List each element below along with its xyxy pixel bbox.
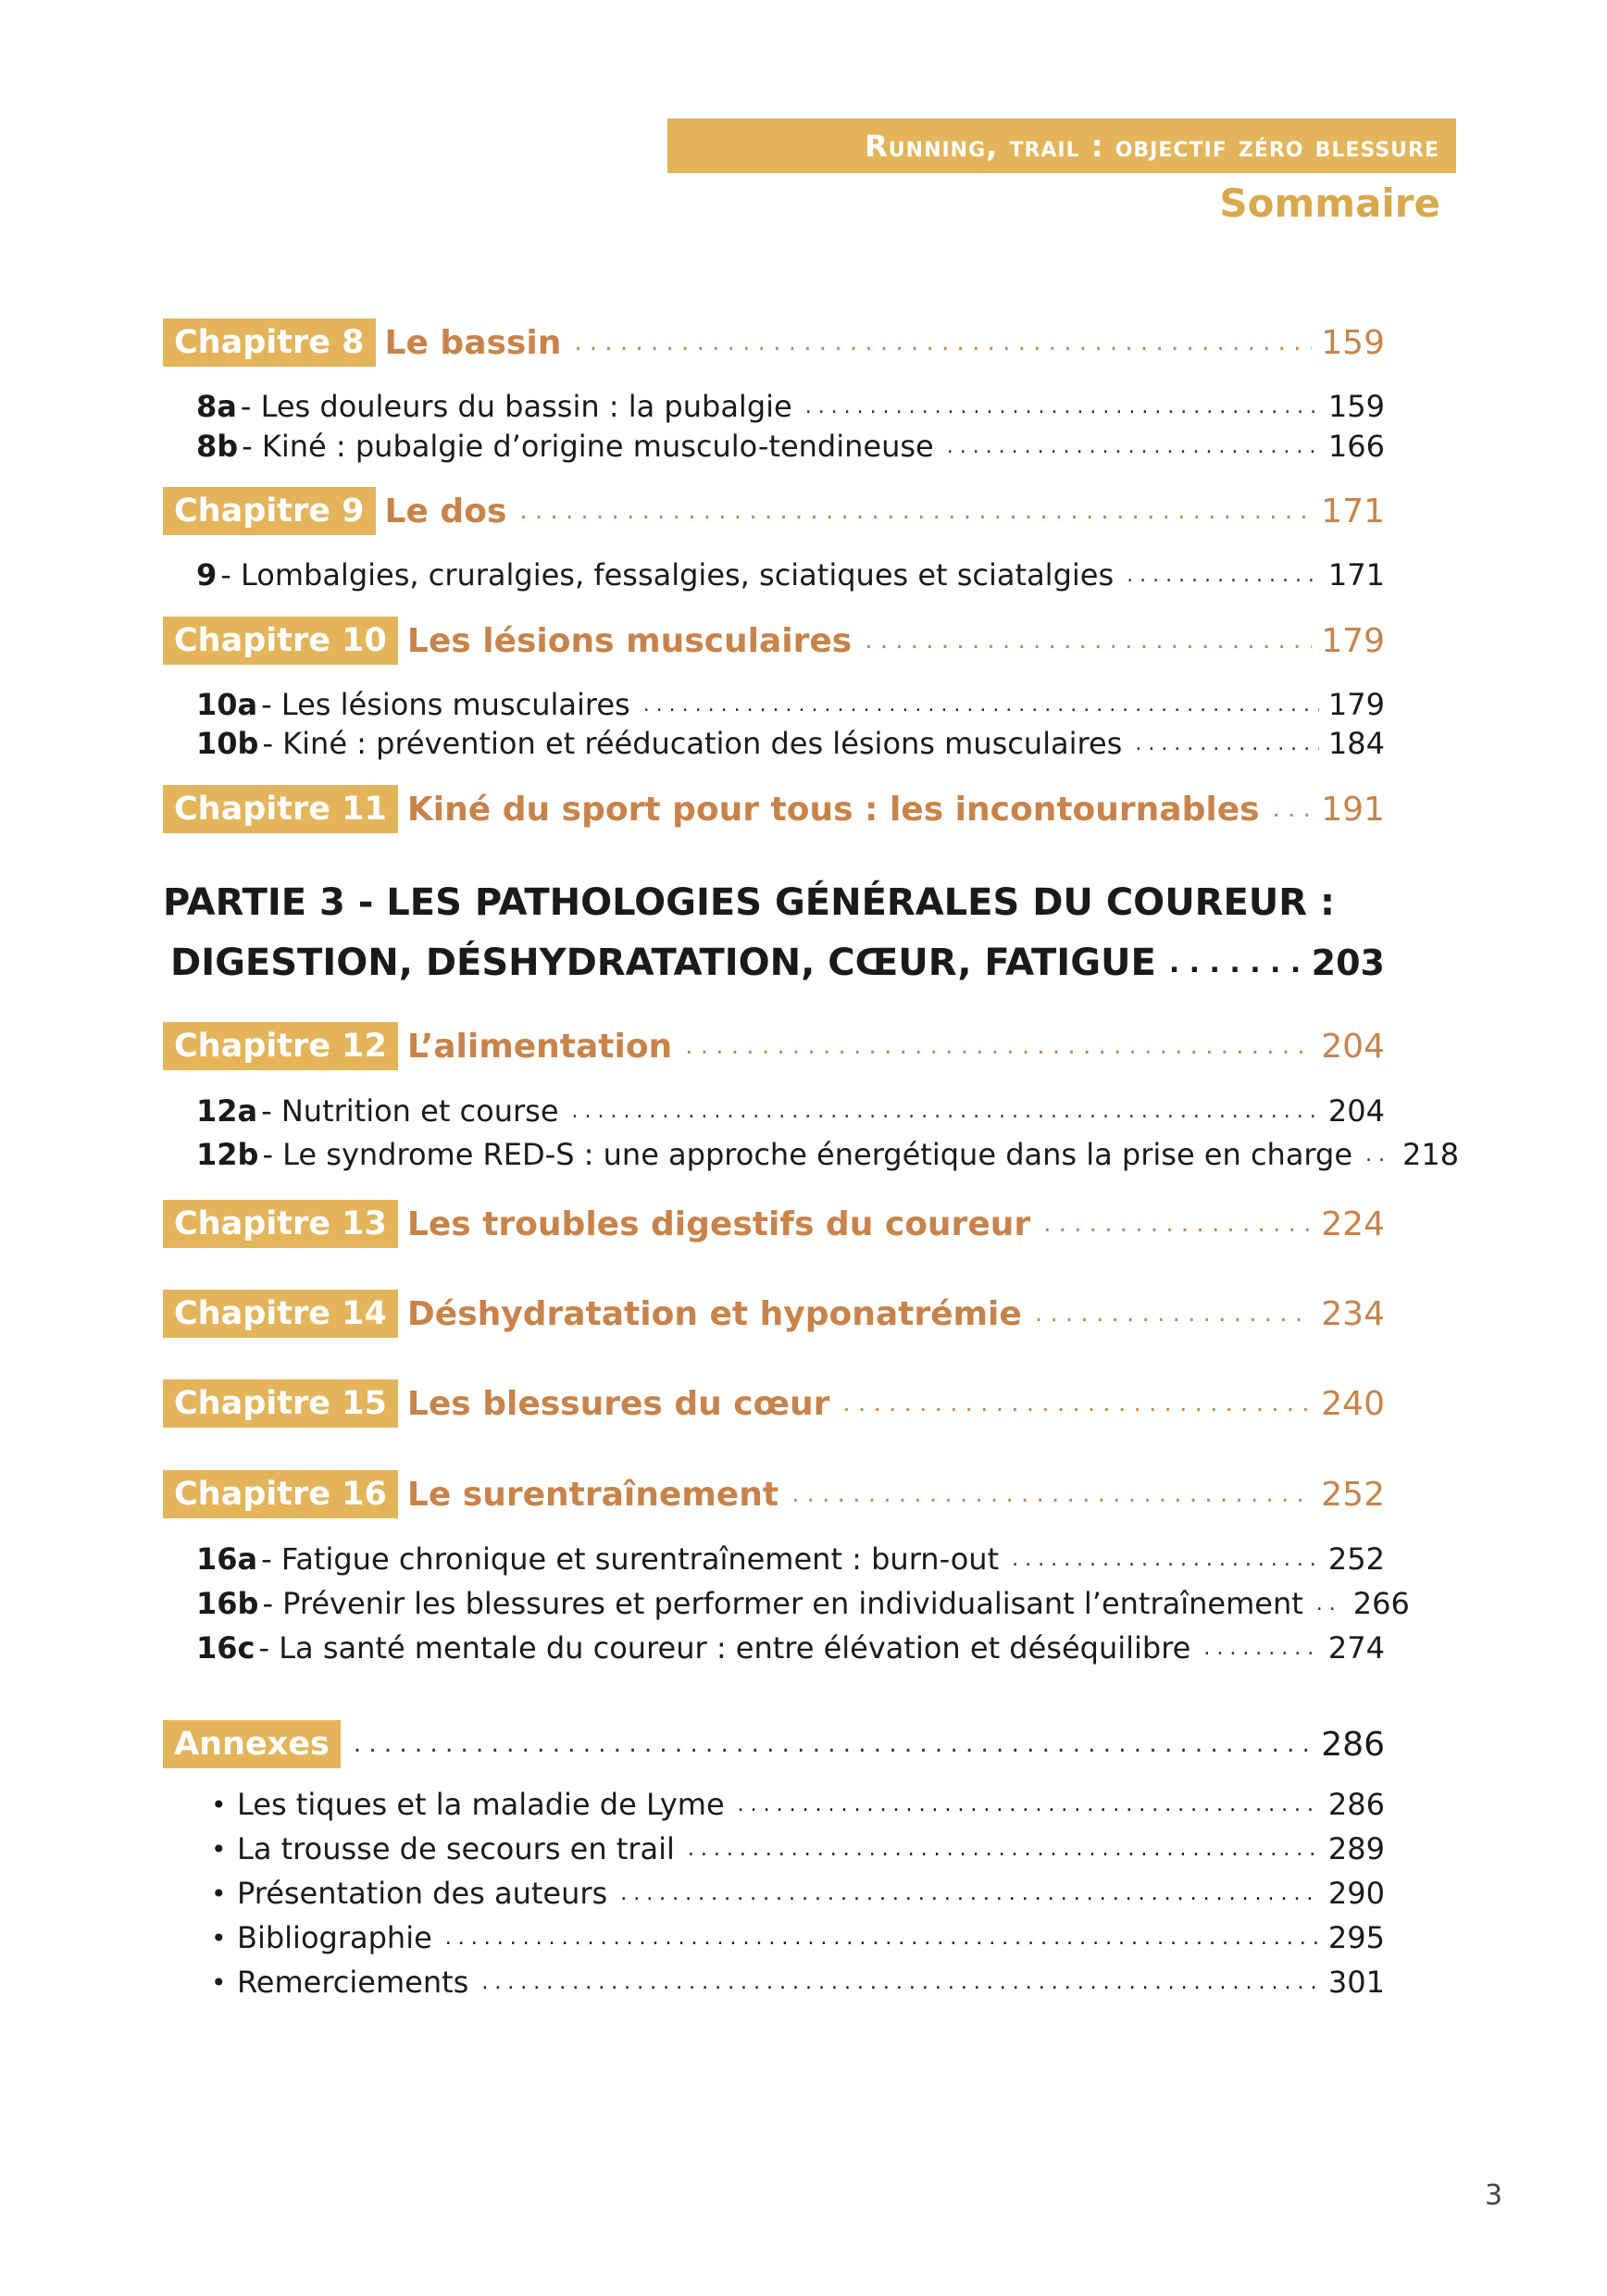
- page-number: 224: [1321, 1204, 1385, 1243]
- section-number: 16c: [196, 1630, 255, 1666]
- book-title-band: [667, 119, 1456, 173]
- toc-annex-item[interactable]: [163, 1919, 1385, 1956]
- part-title: DIGESTION, DÉSHYDRATATION, CŒUR, FATIGUE: [170, 942, 1156, 984]
- dot-leader: [1035, 1300, 1312, 1328]
- page-number: 159: [1327, 389, 1385, 424]
- toc-annex-item[interactable]: [163, 1964, 1385, 2001]
- dot-leader: [805, 395, 1319, 418]
- chapter-title: Les blessures du cœur: [406, 1384, 830, 1423]
- dot-leader: [1127, 564, 1319, 587]
- dot-leader: [865, 627, 1312, 655]
- chapter-badge: Chapitre 14: [163, 1290, 398, 1338]
- toc-section-16a[interactable]: [163, 1541, 1385, 1578]
- toc-section-12b[interactable]: [163, 1136, 1460, 1173]
- section-title: - La santé mentale du coureur : entre élévation et déséquilibre: [258, 1630, 1191, 1666]
- page-number: 234: [1321, 1294, 1385, 1333]
- page-number: 301: [1327, 1965, 1385, 2000]
- dot-leader: [1365, 1143, 1393, 1167]
- chapter-title: Le bassin: [384, 323, 562, 362]
- toc-section-9[interactable]: [163, 556, 1385, 593]
- chapter-badge: Chapitre 11: [163, 785, 398, 833]
- chapter-title: Les troubles digestifs du coureur: [406, 1204, 1031, 1243]
- toc-section-8b[interactable]: [163, 428, 1385, 465]
- page-number: 171: [1321, 492, 1385, 530]
- bullet: •: [211, 1878, 227, 1909]
- chapter-title: Le dos: [384, 492, 507, 530]
- section-title: - Kiné : pubalgie d’origine musculo-tendineuse: [242, 429, 934, 464]
- chapter-title: Déshydratation et hyponatrémie: [406, 1294, 1022, 1333]
- page-number: 159: [1321, 323, 1385, 362]
- dot-leader: [738, 1793, 1319, 1816]
- bullet: •: [211, 1966, 227, 1998]
- page-number: 274: [1327, 1630, 1385, 1666]
- toc-chapter-8[interactable]: [163, 318, 1385, 367]
- section-number: 16b: [196, 1586, 259, 1621]
- toc-section-8a[interactable]: [163, 388, 1385, 425]
- chapter-badge: Chapitre 16: [163, 1470, 398, 1518]
- dot-leader: [1012, 1548, 1319, 1571]
- bullet: •: [211, 1789, 227, 1820]
- page-number: 295: [1327, 1920, 1385, 1955]
- chapter-badge: Chapitre 12: [163, 1022, 398, 1070]
- section-title: - Le syndrome RED-S : une approche énergétique dans la prise en charge: [262, 1137, 1353, 1172]
- chapter-title: Les lésions musculaires: [406, 621, 853, 660]
- chapter-title: Le surentraînement: [406, 1475, 779, 1514]
- annex-title: Remerciements: [237, 1965, 469, 2000]
- toc-chapter-9[interactable]: [163, 487, 1385, 535]
- dot-leader: [1273, 795, 1313, 823]
- toc-annexes[interactable]: [163, 1720, 1385, 1768]
- toc-section-10b[interactable]: [163, 725, 1385, 762]
- dot-leader: [685, 1032, 1312, 1060]
- toc-section-16b[interactable]: [163, 1585, 1410, 1622]
- dot-leader: [620, 1882, 1319, 1905]
- dot-leader: [1135, 732, 1319, 755]
- toc-section-12a[interactable]: [163, 1092, 1385, 1129]
- folio-page-number: 3: [1485, 2179, 1503, 2212]
- dot-leader: [574, 329, 1312, 356]
- page-number: 179: [1321, 621, 1385, 660]
- chapter-badge: Chapitre 13: [163, 1200, 398, 1248]
- toc-chapter-11[interactable]: [163, 785, 1385, 833]
- section-number: 12a: [196, 1093, 258, 1129]
- section-number: 8a: [196, 389, 237, 424]
- toc-chapter-16[interactable]: [163, 1470, 1385, 1518]
- dot-leader: [572, 1100, 1319, 1123]
- section-number: 16a: [196, 1541, 258, 1577]
- part-3-heading-line2[interactable]: [163, 937, 1385, 989]
- page-number: 286: [1321, 1725, 1385, 1764]
- section-title: - Lombalgies, cruralgies, fessalgies, sciatiques et sciatalgies: [220, 557, 1115, 593]
- section-title: - Kiné : prévention et rééducation des lésions musculaires: [262, 726, 1123, 761]
- section-title: - Nutrition et course: [261, 1093, 559, 1129]
- section-number: 10a: [196, 687, 258, 722]
- toc-chapter-12[interactable]: [163, 1022, 1385, 1070]
- toc-section-16c[interactable]: [163, 1629, 1385, 1666]
- toc-annex-item[interactable]: [163, 1830, 1385, 1867]
- chapter-title: L’alimentation: [406, 1027, 673, 1066]
- page-number: 179: [1327, 687, 1385, 722]
- page-number: 191: [1321, 790, 1385, 829]
- chapter-badge: Chapitre 8: [163, 318, 376, 367]
- toc-section-10a[interactable]: [163, 686, 1385, 723]
- dot-leader: [947, 435, 1319, 458]
- page-number: 203: [1311, 942, 1385, 983]
- dot-leader: [1043, 1210, 1312, 1238]
- toc-chapter-13[interactable]: [163, 1200, 1385, 1248]
- section-number: 8b: [196, 429, 239, 464]
- annex-title: Bibliographie: [237, 1920, 432, 1955]
- toc-annex-item[interactable]: [163, 1875, 1385, 1912]
- book-title: Running, trail : objectif zéro blessure: [865, 128, 1439, 164]
- section-number: 12b: [196, 1137, 259, 1172]
- page-number: 290: [1327, 1876, 1385, 1911]
- page-number: 204: [1321, 1027, 1385, 1066]
- page-number: 289: [1327, 1831, 1385, 1866]
- chapter-badge: Chapitre 9: [163, 487, 376, 535]
- bullet: •: [211, 1922, 227, 1953]
- section-title: - Fatigue chronique et surentraînement : burn-out: [261, 1541, 1000, 1577]
- page-number: 252: [1321, 1475, 1385, 1514]
- annex-title: Les tiques et la maladie de Lyme: [237, 1787, 725, 1822]
- dot-leader: [842, 1390, 1312, 1417]
- page-number: 166: [1327, 429, 1385, 464]
- annex-title: Présentation des auteurs: [237, 1876, 608, 1911]
- section-number: 10b: [196, 726, 259, 761]
- toc-chapter-15[interactable]: [163, 1379, 1385, 1428]
- bullet: •: [211, 1833, 227, 1865]
- dot-leader: [481, 1971, 1319, 1994]
- dot-leader: [688, 1838, 1319, 1861]
- dot-leader: [1169, 947, 1302, 980]
- chapter-title: Kiné du sport pour tous : les incontournables: [406, 790, 1260, 829]
- dot-leader: [519, 497, 1312, 525]
- dot-leader: [354, 1730, 1312, 1758]
- page-number: 252: [1327, 1541, 1385, 1577]
- dot-leader: [1203, 1637, 1319, 1660]
- page-subtitle: Sommaire: [1219, 181, 1440, 226]
- section-title: - Les lésions musculaires: [261, 687, 630, 722]
- toc-annex-item[interactable]: [163, 1786, 1385, 1823]
- chapter-badge: Chapitre 10: [163, 617, 398, 665]
- part-3-heading[interactable]: PARTIE 3 - LES PATHOLOGIES GÉNÉRALES DU COUREUR :: [163, 881, 1335, 924]
- page-number: 266: [1352, 1586, 1410, 1621]
- chapter-badge: Chapitre 15: [163, 1379, 398, 1428]
- dot-leader: [643, 693, 1319, 717]
- dot-leader: [1316, 1592, 1344, 1616]
- page-number: 240: [1321, 1384, 1385, 1423]
- page-number: 184: [1327, 726, 1385, 761]
- annexes-badge: Annexes: [163, 1720, 341, 1768]
- section-title: - Prévenir les blessures et performer en individualisant l’entraînement: [262, 1586, 1303, 1621]
- dot-leader: [445, 1927, 1319, 1950]
- page-number: 286: [1327, 1787, 1385, 1822]
- section-title: - Les douleurs du bassin : la pubalgie: [240, 389, 792, 424]
- dot-leader: [791, 1480, 1312, 1508]
- page-number: 218: [1402, 1137, 1460, 1172]
- page-number: 171: [1327, 557, 1385, 593]
- section-number: 9: [196, 557, 218, 593]
- annex-title: La trousse de secours en trail: [237, 1831, 675, 1866]
- page-number: 204: [1327, 1093, 1385, 1129]
- toc-chapter-10[interactable]: [163, 617, 1385, 665]
- toc-chapter-14[interactable]: [163, 1290, 1385, 1338]
